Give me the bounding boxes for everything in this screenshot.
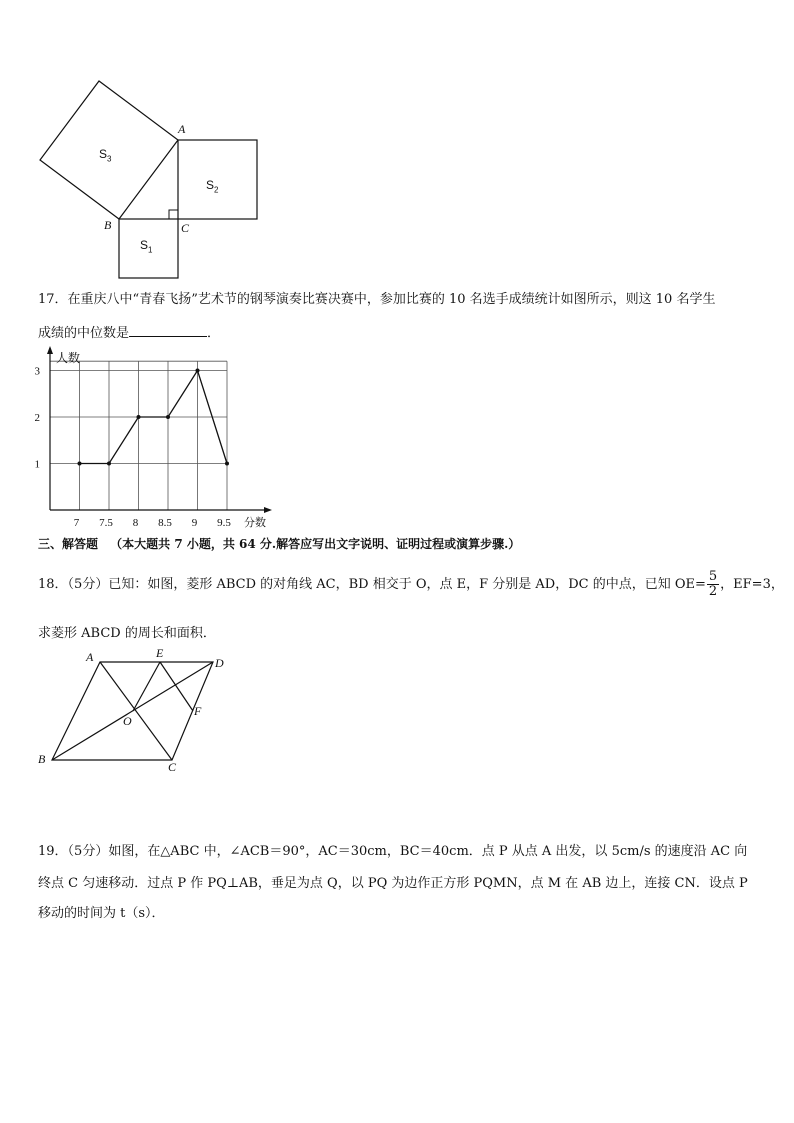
- x-axis-arrow: [264, 507, 272, 513]
- vertex-b-label: B: [38, 752, 46, 766]
- q19-line1: 19．（5分）如图，在△ABC 中，∠ACB＝90°，AC＝30cm，BC＝40cm．点 P 从点 A 出发，以 5cm/s 的速度沿 AC 向: [38, 844, 748, 859]
- pythagoras-figure: [30, 72, 270, 282]
- y-tick-label: 1: [34, 458, 40, 471]
- q17-line1: 17．在重庆八中“青春飞扬”艺术节的钢琴演奏比赛决赛中，参加比赛的 10 名选手成绩统计如图所示，则这 10 名学生: [38, 292, 716, 307]
- vertex-a-label: A: [178, 122, 186, 136]
- data-point: [78, 462, 82, 466]
- data-point: [137, 415, 141, 419]
- x-tick-label: 9.5: [217, 517, 231, 529]
- vertex-e-label: E: [156, 646, 164, 660]
- fraction-numerator: 5: [708, 569, 718, 584]
- y-axis-arrow: [47, 346, 53, 354]
- data-point: [166, 415, 170, 419]
- answer-blank: [129, 324, 207, 337]
- q18-line1: [38, 566, 784, 604]
- y-tick-label: 2: [34, 412, 40, 424]
- fraction-denominator: 2: [708, 584, 718, 599]
- section-heading: [38, 536, 520, 553]
- square-s1-label: $S_1$: [140, 238, 153, 255]
- q17-line2-text: 成绩的中位数是: [38, 326, 130, 341]
- vertex-a-label: A: [86, 650, 94, 664]
- data-point: [225, 462, 229, 466]
- y-axis-label: 人数: [56, 351, 81, 365]
- rhombus-figure: [30, 646, 240, 776]
- q18-line1-text: 18．（5分）已知：如图，菱形 ABCD 的对角线 AC，BD 相交于 O，点 E，F 分别是 AD，DC 的中点，已知 OE=: [38, 577, 706, 592]
- x-tick-label: 7.5: [99, 517, 113, 529]
- vertex-c-label: C: [168, 760, 177, 774]
- vertex-c-label: C: [181, 221, 190, 235]
- q18-line2: 求菱形 ABCD 的周长和面积．: [38, 626, 216, 641]
- point-o-label: O: [123, 714, 132, 728]
- y-tick-label: 3: [34, 365, 40, 378]
- q19-line3: 移动的时间为 t（s）．: [38, 906, 165, 921]
- x-tick-label: 8.5: [158, 517, 172, 529]
- data-point: [196, 369, 200, 373]
- square-s2-label: $S_2$: [206, 178, 219, 195]
- x-tick-label: 7: [73, 517, 80, 529]
- section-note: （本大题共 7 小题，共 64 分.解答应写出文字说明、证明过程或演算步骤.）: [110, 537, 521, 551]
- vertex-d-label: D: [215, 656, 224, 670]
- q17-line2-end: ．: [207, 326, 221, 341]
- q17-line2: [38, 324, 220, 342]
- score-chart: [36, 346, 276, 534]
- q18-line1-end: ，EF=3，: [720, 577, 784, 592]
- x-tick-label: 9: [191, 517, 198, 529]
- fraction: [707, 570, 719, 599]
- square-s3-label: $S_3$: [99, 147, 112, 164]
- x-axis-label: 分数: [244, 517, 266, 529]
- section-title: 三、解答题: [38, 537, 99, 551]
- data-point: [107, 462, 111, 466]
- point-f-label: F: [194, 704, 202, 718]
- x-tick-label: 8: [132, 517, 139, 529]
- q19-line2: 终点 C 匀速移动．过点 P 作 PQ⊥AB，垂足为点 Q，以 PQ 为边作正方形 PQMN，点 M 在 AB 边上，连接 CN．设点 P: [38, 876, 748, 891]
- vertex-b-label: B: [104, 218, 112, 232]
